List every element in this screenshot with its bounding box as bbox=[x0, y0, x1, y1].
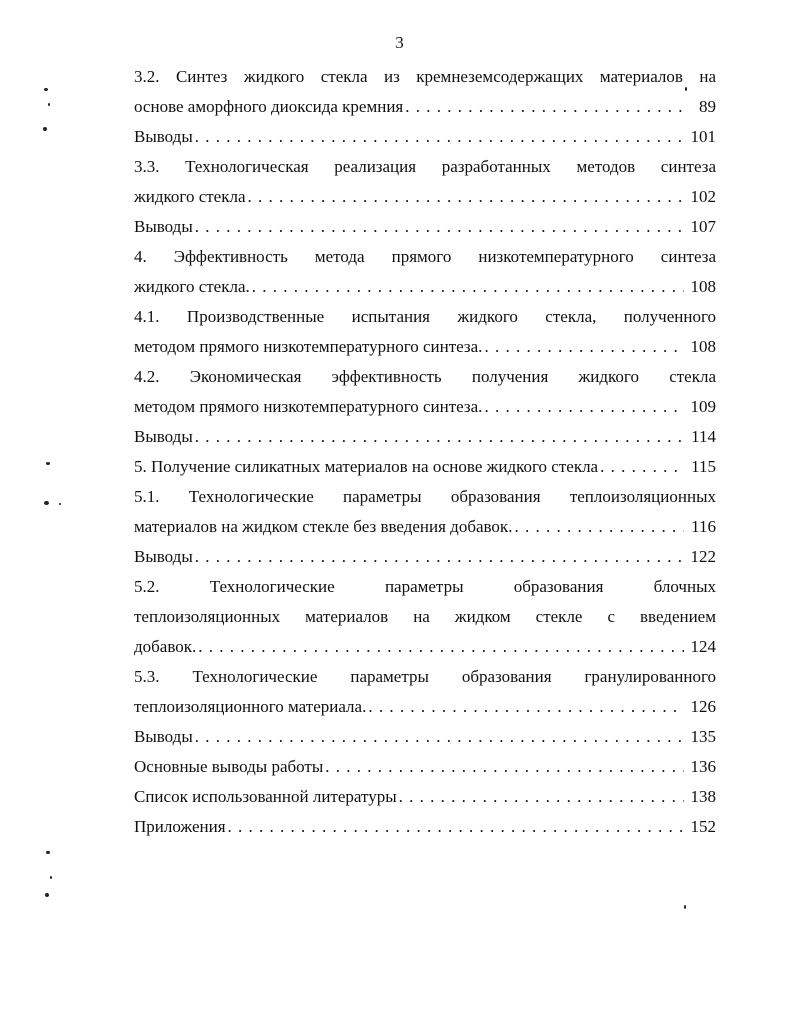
scan-speck bbox=[59, 503, 61, 505]
toc-entry-text: Выводы bbox=[134, 217, 193, 236]
toc-entry bbox=[134, 752, 716, 782]
toc-entry-text: добавок. bbox=[134, 637, 197, 656]
toc-entry bbox=[134, 782, 716, 812]
toc-entry-text: Список использованной литературы bbox=[134, 787, 397, 806]
dot-leader bbox=[248, 182, 685, 212]
toc-entry bbox=[134, 572, 716, 662]
toc-entry bbox=[134, 722, 716, 752]
toc-page-number: 135 bbox=[690, 727, 716, 746]
toc-entry-text: теплоизоляционных материалов на жидком стекле с введением bbox=[134, 607, 716, 626]
toc-entry-last-line bbox=[134, 332, 716, 362]
toc-page-number: 124 bbox=[690, 637, 716, 656]
dot-leader bbox=[195, 122, 684, 152]
toc-entry-text: теплоизоляционного материала. bbox=[134, 697, 367, 716]
toc-entry bbox=[134, 122, 716, 152]
scan-speck bbox=[43, 127, 47, 131]
toc-entry bbox=[134, 662, 716, 722]
dot-leader bbox=[368, 692, 684, 722]
toc-page-number: 122 bbox=[690, 547, 716, 566]
toc-entry-text: Выводы bbox=[134, 547, 193, 566]
toc-entry bbox=[134, 302, 716, 362]
toc-entry-last-line bbox=[134, 692, 716, 722]
toc-entry-last-line bbox=[134, 782, 716, 812]
toc-entry-text: 5. Получение силикатных материалов на основе жидкого стекла bbox=[134, 457, 599, 476]
toc-entry-last-line bbox=[134, 182, 716, 212]
toc-entry bbox=[134, 62, 716, 122]
dot-leader bbox=[325, 752, 684, 782]
toc-entry-text: 3.3. Технологическая реализация разработанных методов синтеза bbox=[134, 157, 716, 176]
dot-leader bbox=[484, 332, 684, 362]
toc-page-number: 107 bbox=[690, 217, 716, 236]
toc-entry bbox=[134, 212, 716, 242]
toc-entry-last-line bbox=[134, 452, 716, 482]
dot-leader bbox=[514, 512, 684, 542]
dot-leader bbox=[252, 272, 684, 302]
toc-entry bbox=[134, 422, 716, 452]
dot-leader bbox=[399, 782, 684, 812]
scan-speck bbox=[46, 851, 50, 854]
toc-entry-last-line bbox=[134, 542, 716, 572]
toc-entry-text: 4.1. Производственные испытания жидкого стекла, полученного bbox=[134, 307, 716, 326]
table-of-contents bbox=[134, 62, 716, 842]
scan-speck bbox=[684, 905, 686, 909]
toc-entry bbox=[134, 362, 716, 422]
scan-speck bbox=[45, 893, 49, 897]
toc-page-number: 102 bbox=[690, 187, 716, 206]
toc-entry-text: Выводы bbox=[134, 127, 193, 146]
toc-entry-last-line bbox=[134, 812, 716, 842]
toc-entry-last-line bbox=[134, 722, 716, 752]
scan-speck bbox=[685, 87, 687, 91]
toc-page-number: 116 bbox=[691, 517, 716, 536]
toc-entry-text: 4. Эффективность метода прямого низкотемпературного синтеза bbox=[134, 247, 716, 266]
toc-page-number: 138 bbox=[690, 787, 716, 806]
dot-leader bbox=[195, 422, 684, 452]
page-number: 3 bbox=[395, 33, 404, 52]
toc-entry-last-line bbox=[134, 212, 716, 242]
toc-entry-text: основе аморфного диоксида кремния bbox=[134, 97, 404, 116]
toc-entry bbox=[134, 812, 716, 842]
scan-speck bbox=[46, 462, 50, 465]
dot-leader bbox=[600, 452, 684, 482]
toc-entry bbox=[134, 242, 716, 302]
toc-entry bbox=[134, 482, 716, 542]
toc-entry-text: Приложения bbox=[134, 817, 226, 836]
toc-entry-last-line bbox=[134, 92, 716, 122]
toc-entry-text: 5.3. Технологические параметры образования гранулированного bbox=[134, 667, 716, 686]
toc-entry-text: жидкого стекла. bbox=[134, 277, 250, 296]
toc-page-number: 101 bbox=[690, 127, 716, 146]
toc-page-number: 109 bbox=[690, 397, 716, 416]
dot-leader bbox=[484, 392, 684, 422]
toc-entry-last-line bbox=[134, 272, 716, 302]
toc-entry-last-line bbox=[134, 512, 716, 542]
toc-entry-last-line bbox=[134, 632, 716, 662]
toc-page-number: 126 bbox=[690, 697, 716, 716]
toc-entry-text: Основные выводы работы bbox=[134, 757, 324, 776]
toc-entry-last-line bbox=[134, 122, 716, 152]
toc-entry-text: Выводы bbox=[134, 727, 193, 746]
toc-entry-text: Выводы bbox=[134, 427, 193, 446]
toc-page-number: 152 bbox=[690, 817, 716, 836]
dot-leader bbox=[405, 92, 684, 122]
toc-entry-text: 5.2. Технологические параметры образования блочных bbox=[134, 577, 716, 596]
toc-entry-text: жидкого стекла bbox=[134, 187, 246, 206]
toc-entry bbox=[134, 542, 716, 572]
toc-entry-text: 4.2. Экономическая эффективность получения жидкого стекла bbox=[134, 367, 716, 386]
dot-leader bbox=[228, 812, 684, 842]
toc-entry-last-line bbox=[134, 752, 716, 782]
dot-leader bbox=[195, 722, 684, 752]
toc-entry-last-line bbox=[134, 422, 716, 452]
dot-leader bbox=[195, 212, 684, 242]
toc-page-number: 108 bbox=[690, 277, 716, 296]
toc-entry-text: методом прямого низкотемпературного синтеза. bbox=[134, 337, 483, 356]
toc-page-number: 136 bbox=[690, 757, 716, 776]
dot-leader bbox=[195, 542, 684, 572]
toc-page-number: 108 bbox=[690, 337, 716, 356]
toc-entry bbox=[134, 452, 716, 482]
toc-entry-text: материалов на жидком стекле без введения добавок. bbox=[134, 517, 513, 536]
scan-speck bbox=[48, 103, 50, 106]
toc-page-number: 115 bbox=[691, 457, 716, 476]
dot-leader bbox=[198, 632, 684, 662]
scan-speck bbox=[50, 876, 52, 879]
toc-page-number: 89 bbox=[699, 97, 716, 116]
toc-entry-text: методом прямого низкотемпературного синтеза. bbox=[134, 397, 483, 416]
scan-speck bbox=[44, 501, 49, 505]
toc-entry bbox=[134, 152, 716, 212]
toc-entry-last-line bbox=[134, 392, 716, 422]
toc-page-number: 114 bbox=[691, 427, 716, 446]
toc-entry-text: 3.2. Синтез жидкого стекла из кремнеземсодержащих материалов на bbox=[134, 67, 716, 86]
scan-speck bbox=[44, 88, 48, 91]
toc-entry-text: 5.1. Технологические параметры образования теплоизоляционных bbox=[134, 487, 716, 506]
